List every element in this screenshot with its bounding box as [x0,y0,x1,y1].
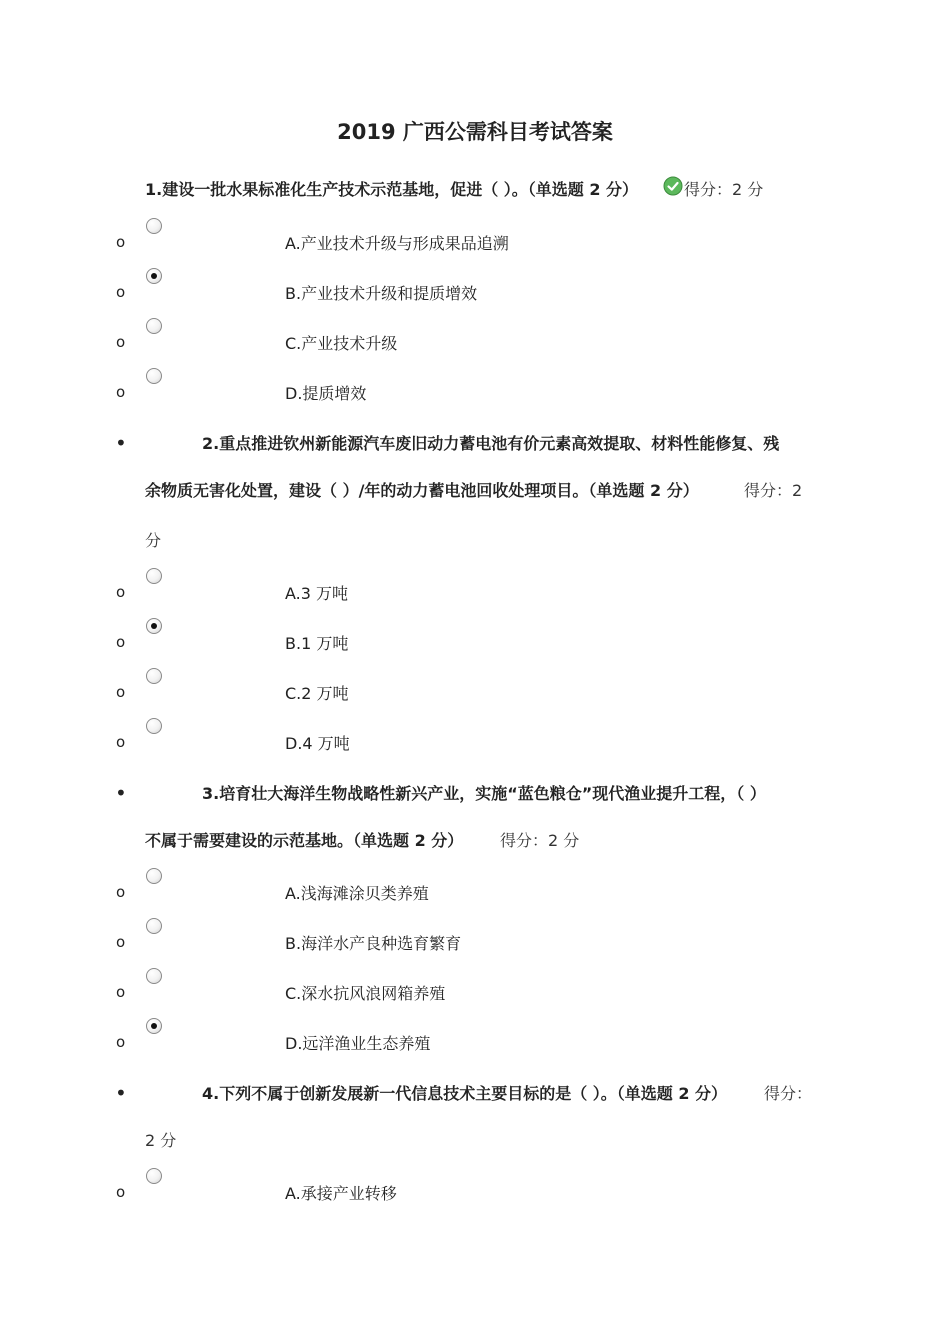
q1-option-a-label: A.产业技术升级与形成果品追溯 [285,234,509,253]
q2-option-b-radio[interactable] [146,618,162,634]
q3-option-d-label: D.远洋渔业生态养殖 [285,1034,431,1053]
q1-option-c-radio[interactable] [146,318,162,334]
question-4-score: 得分： [764,1084,813,1103]
q1-option-b-radio[interactable] [146,268,162,284]
q4-option-a-label: A.承接产业转移 [285,1184,397,1203]
question-3-text-line2: 不属于需要建设的示范基地。（单选题 2 分） [145,831,464,850]
q3-option-b-label: B.海洋水产良种选育繁育 [285,934,462,953]
question-2-text-line2: 余物质无害化处置，建设（ ）/年的动力蓄电池回收处理项目。（单选题 2 分） [145,481,699,500]
q2-option-c-radio[interactable] [146,668,162,684]
page-title: 2019 广西公需科目考试答案 [337,120,613,144]
q2-option-d-radio[interactable] [146,718,162,734]
option-marker: o [116,733,126,751]
option-marker: o [116,1033,126,1051]
question-bullet: • [115,1081,127,1105]
question-1-score: 得分：2 分 [684,180,764,199]
question-bullet: • [115,431,127,455]
option-marker: o [116,383,126,401]
option-marker: o [116,933,126,951]
option-marker: o [116,583,126,601]
q2-option-d-label: D.4 万吨 [285,734,350,753]
q1-option-d-label: D.提质增效 [285,384,367,403]
option-marker: o [116,983,126,1001]
q3-option-a-radio[interactable] [146,868,162,884]
q1-option-a-radio[interactable] [146,218,162,234]
question-2-text-line1: 2.重点推进钦州新能源汽车废旧动力蓄电池有价元素高效提取、材料性能修复、残 [202,434,780,453]
option-marker: o [116,683,126,701]
question-1-text: 1.建设一批水果标准化生产技术示范基地，促进（ ）。（单选题 2 分） [145,180,639,199]
q1-option-b-label: B.产业技术升级和提质增效 [285,284,478,303]
question-3-score: 得分：2 分 [500,831,580,850]
q2-option-b-label: B.1 万吨 [285,634,349,653]
option-marker: o [116,283,126,301]
q2-option-a-radio[interactable] [146,568,162,584]
option-marker: o [116,233,126,251]
question-2-score: 得分：2 [744,481,803,500]
question-4-score-value: 2 分 [145,1131,177,1150]
question-3-text-line1: 3.培育壮大海洋生物战略性新兴产业，实施“蓝色粮仓”现代渔业提升工程，（ ） [202,784,766,803]
option-marker: o [116,883,126,901]
q2-option-a-label: A.3 万吨 [285,584,349,603]
q3-option-c-label: C.深水抗风浪网箱养殖 [285,984,446,1003]
question-2-score-unit: 分 [145,531,162,550]
q3-option-d-radio[interactable] [146,1018,162,1034]
q3-option-c-radio[interactable] [146,968,162,984]
correct-check-icon [663,176,683,196]
q1-option-d-radio[interactable] [146,368,162,384]
question-4-text-line1: 4.下列不属于创新发展新一代信息技术主要目标的是（ ）。（单选题 2 分） [202,1084,728,1103]
q3-option-a-label: A.浅海滩涂贝类养殖 [285,884,429,903]
option-marker: o [116,1183,126,1201]
option-marker: o [116,633,126,651]
q2-option-c-label: C.2 万吨 [285,684,349,703]
q3-option-b-radio[interactable] [146,918,162,934]
option-marker: o [116,333,126,351]
q1-option-c-label: C.产业技术升级 [285,334,398,353]
question-bullet: • [115,781,127,805]
q4-option-a-radio[interactable] [146,1168,162,1184]
